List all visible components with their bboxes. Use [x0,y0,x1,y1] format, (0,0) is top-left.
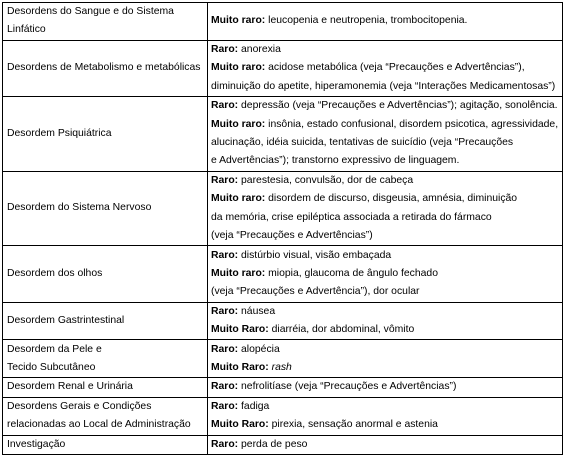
frequency-label: Raro: [211,305,239,317]
reaction-text: distúrbio visual, visão embaçada [238,249,392,261]
category-cell: Desordem dos olhos [3,246,208,302]
description-line [211,247,559,265]
reaction-text: perda de peso [238,438,308,450]
description-line [211,227,559,245]
reaction-text: insônia, estado confusional, disordem psicotica, agressividade, [265,118,559,130]
reaction-text: (veja “Precauções e Advertência”), dor ocular [211,286,420,298]
frequency-label: Muito raro: [211,15,266,27]
description-cell [208,97,563,172]
table-row [3,97,563,172]
description-line [211,116,559,134]
reaction-text: da memória, crise epiléptica associada a retirada do fármaco [211,211,492,223]
description-line [211,41,559,59]
table-row [3,3,563,41]
frequency-label: Muito Raro: [211,324,269,336]
category-cell: Desordens de Metabolismo e metabólicas [3,40,208,96]
frequency-label: Muito raro: [211,267,266,279]
description-cell [208,302,563,340]
frequency-label: Raro: [211,381,239,393]
description-cell [208,40,563,96]
description-cell [208,378,563,397]
description-line [211,398,559,416]
description-line [211,172,559,190]
adverse-reactions-table [2,2,563,455]
description-line [211,341,559,359]
table-body [3,3,563,455]
reaction-text: diminuição do apetite, hiperamonemia (veja “Interações Medicamentosas”) [211,80,556,92]
description-cell [208,3,563,41]
category-cell: Desordem Psiquiátrica [3,97,208,172]
description-line [211,190,559,208]
table-row [3,397,563,435]
reaction-text: náusea [238,305,276,317]
reaction-text: disordem de discurso, disgeusia, amnésia, diminuição [265,193,518,205]
frequency-label: Raro: [211,100,239,112]
reaction-text: (veja “Precauções e Advertências”) [211,229,373,241]
description-line [211,59,559,77]
table-row [3,340,563,378]
category-cell: Desordens do Sangue e do Sistema Linfático [3,3,208,41]
table-row [3,40,563,96]
frequency-label: Muito Raro: [211,361,269,373]
reaction-text: fadiga [238,400,270,412]
reaction-text: nefrolitíase (veja “Precauções e Advertências”) [238,381,457,393]
description-line [211,378,559,396]
category-cell: Desordem Renal e Urinária [3,378,208,397]
reaction-text: acidose metabólica (veja “Precauções e Advertências”), [265,62,525,74]
description-line [211,78,559,96]
frequency-label: Muito raro: [211,62,266,74]
description-line [211,303,559,321]
reaction-text: alopécia [238,343,280,355]
reaction-text: e Advertências”); transtorno expressivo de linguagem. [211,155,460,167]
frequency-label: Raro: [211,249,239,261]
category-cell: Desordem da Pele e Tecido Subcutâneo [3,340,208,378]
italic-term: rash [271,361,292,373]
reaction-text: miopia, glaucoma de ângulo fechado [265,267,438,279]
description-line [211,152,559,170]
description-cell [208,435,563,454]
description-line [211,436,559,454]
description-cell [208,171,563,246]
frequency-label: Raro: [211,175,239,187]
description-line [211,416,559,434]
table-row [3,302,563,340]
description-line [211,134,559,152]
description-line [211,97,559,115]
frequency-label: Raro: [211,44,239,56]
reaction-text: parestesia, convulsão, dor de cabeça [238,175,414,187]
frequency-label: Muito raro: [211,118,266,130]
description-line [211,209,559,227]
reaction-text: pirexia, sensação anormal e astenia [268,419,438,431]
table-row [3,246,563,302]
table-row [3,435,563,454]
description-cell [208,340,563,378]
category-cell: Desordens Gerais e Condições relacionadas ao Local de Administração [3,397,208,435]
category-cell: Desordem Gastrintestinal [3,302,208,340]
reaction-text: anorexia [238,44,281,56]
description-line [211,283,559,301]
category-cell: Desordem do Sistema Nervoso [3,171,208,246]
reaction-text: diarréia, dor abdominal, vômito [268,324,415,336]
frequency-label: Muito Raro: [211,419,269,431]
description-cell [208,397,563,435]
description-line [211,359,559,377]
frequency-label: Raro: [211,400,239,412]
reaction-text: alucinação, idéia suicida, tentativas de suicídio (veja “Precauções [211,136,514,148]
category-cell: Investigação [3,435,208,454]
description-line [211,12,559,30]
table-row [3,171,563,246]
frequency-label: Raro: [211,438,239,450]
reaction-text: leucopenia e neutropenia, trombocitopenia. [265,15,468,27]
reaction-text: depressão (veja “Precauções e Advertências”); agitação, sonolência. [238,100,558,112]
frequency-label: Raro: [211,343,239,355]
description-line [211,321,559,339]
description-line [211,265,559,283]
table-row [3,378,563,397]
frequency-label: Muito raro: [211,193,266,205]
description-cell [208,246,563,302]
